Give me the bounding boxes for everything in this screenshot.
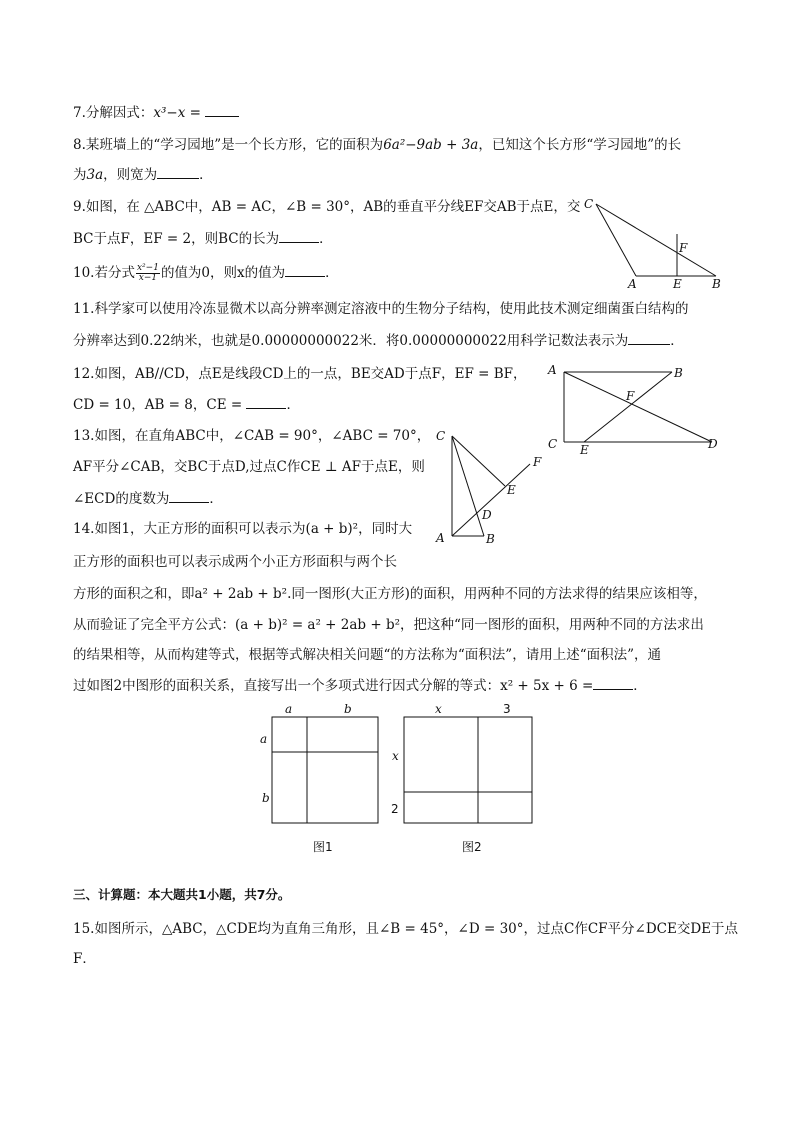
q11-answer-blank[interactable] <box>628 332 670 345</box>
label-A: A <box>436 531 445 545</box>
q8-text-d: ，则宽为 <box>103 167 158 183</box>
q12-text-2: CD = 10，AB = 8，CE = <box>73 397 243 413</box>
fig1-label-b-left: b <box>262 791 270 805</box>
question-8-line-2: 为3a，则宽为 ． <box>73 167 213 183</box>
q9-answer-blank[interactable] <box>279 230 319 243</box>
q10-fraction <box>136 264 160 283</box>
question-7 <box>73 104 239 122</box>
q8-expr2: 3a <box>86 167 104 183</box>
q10-text-pre: 10.若分式 <box>73 265 135 281</box>
question-11-line-1 <box>73 300 688 318</box>
q12-answer-blank[interactable] <box>246 396 286 409</box>
label-A: A <box>628 277 637 290</box>
q12-figure <box>540 360 730 460</box>
fig2-caption: 图2 <box>462 840 482 854</box>
fig1-label-b-top: b <box>344 702 352 716</box>
question-13-line-1 <box>73 427 430 445</box>
question-9-line-2: BC于点F，EF = 2，则BC的长为 ． <box>73 231 333 247</box>
figure-1 <box>255 700 385 860</box>
fig2-label-x-top: x <box>435 702 442 716</box>
q8-text-c: 为 <box>73 167 87 183</box>
segment-CA <box>596 204 636 276</box>
q8-expr: 6a²−9ab + 3a <box>383 137 479 153</box>
fig1-outer-square <box>272 717 378 823</box>
q9-figure <box>578 194 728 290</box>
q13-text-3: ∠ECD的度数为 <box>73 491 170 507</box>
q10-denominator: x−1 <box>138 273 158 283</box>
q11-text-2: 分辨率达到0.22纳米，也就是0.00000000022米．将0.00000000022用科学记数法表示为 <box>73 333 629 349</box>
question-12-line-2: CD = 10，AB = 8，CE = ． <box>73 397 300 413</box>
q13-text-1: 13.如图，在直角ABC中，∠CAB = 90°，∠ABC = 70°， <box>73 428 431 444</box>
label-F: F <box>533 455 542 469</box>
q8-text-b: ，已知这个长方形“学习园地”的长 <box>478 137 682 153</box>
question-12-line-1 <box>73 365 527 383</box>
q7-text: 7.分解因式： <box>73 105 154 121</box>
label-D: D <box>708 437 718 451</box>
question-13-line-3: ∠ECD的度数为 ． <box>73 491 223 507</box>
q7-expr: x³−x = <box>153 105 201 121</box>
label-C: C <box>436 429 446 443</box>
q14-text-4: 从而验证了完全平方公式：(a + b)² = a² + 2ab + b²，把这种“同一图形的面积，用两种不同的方法求出 <box>73 617 704 633</box>
segment-AF <box>452 464 530 536</box>
fig1-label-a-top: a <box>285 702 293 716</box>
label-A: A <box>548 363 557 377</box>
q10-answer-blank[interactable] <box>285 264 325 277</box>
label-B: B <box>674 366 683 380</box>
fig2-label-3-top: 3 <box>503 702 511 716</box>
label-E: E <box>673 277 682 290</box>
question-14-line-3 <box>73 585 707 603</box>
label-F: F <box>626 389 635 403</box>
q8-answer-blank[interactable] <box>157 166 199 179</box>
q12-text-1: 12.如图，AB//CD，点E是线段CD上的一点，BE交AD于点F，EF = BF， <box>73 366 527 382</box>
question-14-line-6: 过如图2中图形的面积关系，直接写出一个多项式进行因式分解的等式：x² + 5x + 6 = ． <box>73 678 647 694</box>
label-F: F <box>679 241 688 255</box>
question-13-line-2 <box>73 458 425 476</box>
question-14-line-5 <box>73 646 661 664</box>
fig2-label-x-left: x <box>392 749 399 763</box>
section-3-text: 三、计算题：本大题共1小题，共7分。 <box>73 887 291 902</box>
section-3-heading <box>73 886 290 904</box>
label-D: D <box>482 508 492 522</box>
q14-text-3: 方形的面积之和，即a² + 2ab + b².同一图形(大正方形)的面积，用两种不同的方法求得的结果应该相等， <box>73 586 707 602</box>
label-E: E <box>507 483 516 497</box>
figure-2 <box>385 700 545 860</box>
q15-text-2: F． <box>73 951 96 967</box>
question-14-line-4 <box>73 616 704 634</box>
q14-text-1: 14.如图1，大正方形的面积可以表示为(a + b)²，同时大 <box>73 521 413 537</box>
fig2-outer-rect <box>404 717 532 823</box>
q8-text-a: 8.某班墙上的“学习园地”是一个长方形，它的面积为 <box>73 137 384 153</box>
fig1-label-a-left: a <box>260 732 268 746</box>
q13-figure <box>430 424 560 548</box>
fig1-caption: 图1 <box>313 840 333 854</box>
q7-answer-blank[interactable] <box>205 104 239 117</box>
label-B: B <box>712 277 721 290</box>
question-8-line-1 <box>73 136 681 154</box>
label-E: E <box>580 443 589 457</box>
question-14-line-1 <box>73 520 412 538</box>
q10-text-post: 的值为0，则x的值为 <box>160 265 286 281</box>
question-14-line-2 <box>73 553 397 571</box>
question-15-line-1 <box>73 920 738 938</box>
q14-text-6: 过如图2中图形的面积关系，直接写出一个多项式进行因式分解的等式：x² + 5x + 6 = <box>73 678 594 694</box>
question-9-line-1 <box>73 198 580 216</box>
segment-AD <box>564 372 712 442</box>
label-C: C <box>548 437 558 451</box>
q13-answer-blank[interactable] <box>169 490 209 503</box>
question-10: 10.若分式 $\frac{\text{x²−1}}{x-1}$ 的值为0，则x的值为 ． <box>73 263 339 283</box>
fig2-label-2-left: 2 <box>391 802 399 816</box>
q14-answer-blank[interactable] <box>593 677 633 690</box>
q9-text-2: BC于点F，EF = 2，则BC的长为 <box>73 231 280 247</box>
question-11-line-2: 分辨率达到0.22纳米，也就是0.00000000022米．将0.00000000022用科学记数法表示为 ． <box>73 333 684 349</box>
q15-text-1: 15.如图所示，△ABC，△CDE均为直角三角形，且∠B = 45°，∠D = 30°，过点C作CF平分∠DCE交DE于点 <box>73 921 739 937</box>
label-B: B <box>486 532 495 546</box>
q13-text-2: AF平分∠CAB，交BC于点D,过点C作CE ⊥ AF于点E，则 <box>73 459 425 475</box>
q14-text-2: 正方形的面积也可以表示成两个小正方形面积与两个长 <box>73 554 397 570</box>
label-C: C <box>584 197 594 211</box>
segment-BE <box>584 372 672 442</box>
q9-text-1: 9.如图，在 △ABC中，AB = AC，∠B = 30°，AB的垂直平分线EF交AB于点E，交 <box>73 199 581 215</box>
q10-numerator: x²−1 <box>136 263 159 273</box>
q14-text-5: 的结果相等，从而构建等式，根据等式解决相关问题“的方法称为“面积法”，请用上述“面积法”，通 <box>73 647 662 663</box>
segment-CB <box>596 204 716 276</box>
q11-text-1: 11.科学家可以使用冷冻显微术以高分辨率测定溶液中的生物分子结构，使用此技术测定细菌蛋白结构的 <box>73 301 689 317</box>
question-15-line-2 <box>73 950 96 968</box>
